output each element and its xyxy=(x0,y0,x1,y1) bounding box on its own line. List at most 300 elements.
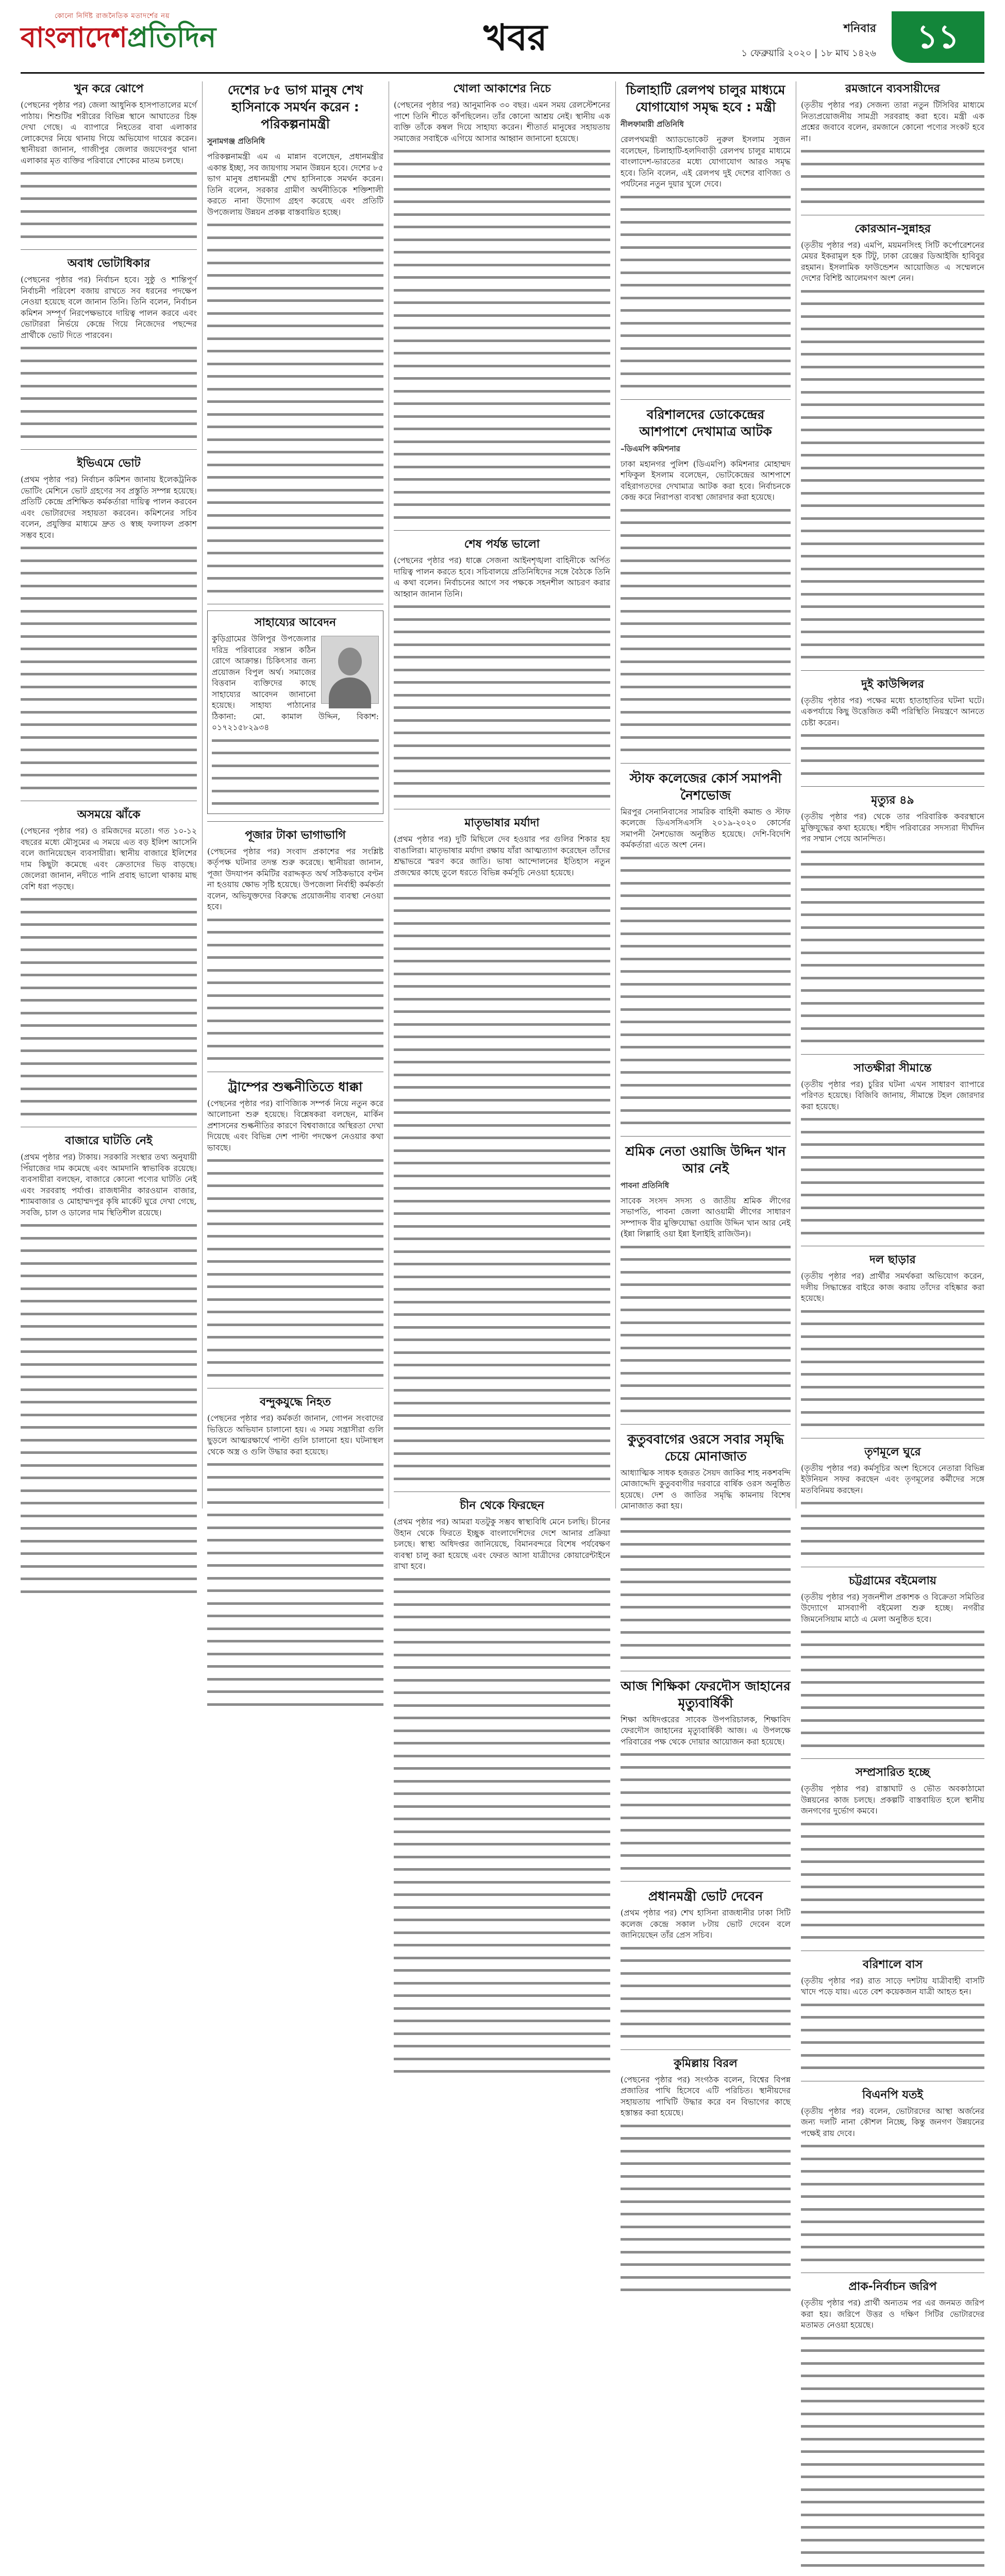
text-line xyxy=(801,2572,984,2576)
text-line xyxy=(207,460,383,471)
news-article xyxy=(621,1431,791,1664)
text-line xyxy=(621,966,791,977)
text-line xyxy=(801,1536,984,1547)
text-line xyxy=(394,1322,610,1333)
text-line xyxy=(21,393,197,404)
text-line xyxy=(621,1526,791,1537)
text-line xyxy=(212,773,379,784)
text-line xyxy=(801,2025,984,2036)
text-line xyxy=(621,890,791,902)
article-text: (তৃতীয় পৃষ্ঠার পর) এমপি, ময়মনসিংহ সিটি কর্পোরেশনের মেয়র ইকরামুল হক টিটু, ঢাকা রেঞ্জের ডিআইজি হাবিবুর রহমান। ইসলামিক ফাউন্ডেশন আয়োজিত এ সম্মেলনে দেশের বিশিষ্ট আলেমগণ অংশ নেন। xyxy=(801,240,984,283)
text-line xyxy=(394,1120,610,1131)
article-text: (তৃতীয় পৃষ্ঠার পর) থেকে তার পরিবারিক কবরস্থানে মুক্তিযুদ্ধের কথা হয়েছে। শহীদ পরিবারের সদস্যরা দীর্ঘদিন পর সম্মান পেয়ে আনন্দিত। xyxy=(801,812,984,843)
text-line xyxy=(394,462,610,473)
text-line xyxy=(394,1675,610,1686)
article-headline[interactable]: মাতৃভাষার মর্যাদা xyxy=(464,817,540,829)
text-line xyxy=(621,355,791,367)
text-line xyxy=(621,631,791,642)
article-headline[interactable]: দেশের ৮৫ ভাগ মানুষ শেখ হাসিনাকে সমর্থন করেন : পরিকল্পনামন্ত্রী xyxy=(227,82,363,131)
text-line xyxy=(394,196,610,208)
text-line xyxy=(394,715,610,726)
text-line xyxy=(212,760,379,772)
text-line xyxy=(394,1914,610,1926)
text-line xyxy=(621,2006,791,2017)
text-line xyxy=(801,601,984,613)
masthead-rule xyxy=(21,72,984,74)
text-line xyxy=(207,1193,383,1205)
text-line xyxy=(801,526,984,537)
text-line xyxy=(394,1057,610,1068)
text-line xyxy=(21,1460,197,1471)
text-line xyxy=(21,694,197,705)
text-line xyxy=(801,1215,984,1226)
text-line xyxy=(21,783,197,794)
article-text: (পেছনের পৃষ্ঠার পর) আনুমানিক ৩০ বছর। এমন সময় রেলস্টেশনের পাশে তিনি শীতে কাঁপছিলেন। তাঁর কোনো আশ্রয় নেই। স্থানীয় এক ব্যক্তি তাঁকে কম্বল দিয়ে সাহায্য করেন। শীতার্ত মানুষের সহায়তায় সমাজের সবাইকে এগিয়ে আসার আহ্বান জানানো হয়েছে। xyxy=(394,100,610,143)
article-headline[interactable]: সম্প্রসারিত হচ্ছে xyxy=(855,1766,930,1779)
article-separator xyxy=(621,1136,791,1137)
text-line xyxy=(394,1473,610,1485)
text-line xyxy=(21,1058,197,1070)
text-line xyxy=(801,1228,984,1239)
article-headline[interactable]: প্রধানমন্ত্রী ভোট দেবেন xyxy=(648,1889,763,1904)
text-line xyxy=(801,922,984,934)
text-line xyxy=(394,1864,610,1875)
text-line xyxy=(801,2409,984,2420)
text-line xyxy=(394,411,610,422)
text-line xyxy=(21,682,197,693)
article-text: (তৃতীয় পৃষ্ঠার পর) সেজন্য তারা নতুন টিসিবির মাধ্যমে নিত্যপ্রয়োজনীয় সামগ্রী সরবরাহ করা হবে। মন্ত্রী এক প্রশ্নের জবাবে বলেন, রমজানে কোনো পণ্যের সংকট হবে না। xyxy=(801,100,984,143)
article-headline[interactable]: অবাধ ভোটাধিকার xyxy=(67,257,150,270)
text-line xyxy=(207,1244,383,1255)
article-text: (প্রথম পৃষ্ঠার পর) শেখ হাসিনা রাজধানীর ঢাকা সিটি কলেজ কেন্দ্রে সকাল ৮টায় ভোট দেবেন বলে জানিয়েছেন তাঁর প্রেস সচিব। xyxy=(621,1908,791,1940)
text-line xyxy=(207,1332,383,1343)
text-line xyxy=(394,1158,610,1169)
text-line xyxy=(207,371,383,382)
text-line xyxy=(621,1117,791,1129)
text-line xyxy=(21,1033,197,1044)
text-line xyxy=(394,1700,610,1711)
text-line xyxy=(621,853,791,864)
text-line xyxy=(394,171,610,182)
text-line xyxy=(21,218,197,230)
news-article xyxy=(801,1445,984,1560)
text-line xyxy=(394,1272,610,1283)
text-line xyxy=(394,1637,610,1648)
text-line xyxy=(21,1220,197,1231)
article-headline[interactable]: স্টাফ কলেজের কোর্স সমাপনী নৈশভোজ xyxy=(629,770,782,803)
text-line xyxy=(394,1107,610,1118)
text-line xyxy=(21,732,197,743)
news-article xyxy=(801,1957,984,2074)
text-line xyxy=(21,1258,197,1269)
text-line xyxy=(621,732,791,743)
text-line xyxy=(394,1751,610,1762)
text-line xyxy=(801,1357,984,1368)
text-line xyxy=(801,171,984,182)
article-headline[interactable]: বরিশালে বাস xyxy=(862,1958,923,1971)
article-headline[interactable]: ট্রাম্পের শুল্কনীতিতে ধাক্কা xyxy=(228,1079,363,1094)
text-line xyxy=(21,1283,197,1295)
article-headline[interactable]: সাতক্ষীরা সীমান্তে xyxy=(853,1061,932,1075)
text-line xyxy=(394,146,610,157)
article-headline[interactable]: বাজারে ঘাটতি নেই xyxy=(65,1134,153,1147)
text-line xyxy=(621,318,791,329)
text-line xyxy=(801,730,984,741)
text-line xyxy=(801,960,984,971)
text-line xyxy=(801,872,984,883)
text-line xyxy=(621,916,791,927)
text-line xyxy=(207,535,383,547)
text-line xyxy=(207,1573,383,1584)
text-line xyxy=(621,1343,791,1354)
text-line xyxy=(21,707,197,718)
text-line xyxy=(207,1686,383,1698)
text-line xyxy=(621,1943,791,1954)
text-line xyxy=(621,991,791,1003)
text-line xyxy=(21,1523,197,1534)
text-line xyxy=(21,381,197,392)
text-line xyxy=(801,2037,984,2048)
text-line xyxy=(394,209,610,221)
text-line xyxy=(207,434,383,446)
article-text: পরিকল্পনামন্ত্রী এম এ মান্নান বলেছেন, প্রধানমন্ত্রীর একান্ত ইচ্ছা, সব জায়গায় সমান উন্নয়ন হবে। দেশের ৮৫ ভাগ মানুষ প্রধানমন্ত্রী শেখ হাসিনাকে সমর্থন করেন। তিনি বলেন, সরকার গ্রামীণ অর্থনীতিকে শক্তিশালী করতে নানা উদ্যোগ গ্রহণ করেছে এবং প্রতিটি উপজেলায় উন্নয়ন প্রকল্প বাস্তবায়িত হচ্ছে। xyxy=(207,152,383,217)
text-line xyxy=(801,2396,984,2407)
text-line xyxy=(21,168,197,179)
article-separator xyxy=(21,249,197,250)
text-line xyxy=(207,1015,383,1027)
text-line xyxy=(621,1825,791,1836)
text-line xyxy=(621,581,791,592)
text-line xyxy=(621,1812,791,1824)
text-line xyxy=(801,2446,984,2458)
article-text: (তৃতীয় পৃষ্ঠার পর) রাস্তাঘাট ও ভৌত অবকাঠামো উন্নয়নের কাজ চলছে। প্রকল্পটি বাস্তবায়িত হলে স্থানীয় জনগণের দুর্ভোগ কমবে। xyxy=(801,1784,984,1816)
photo-torso xyxy=(329,677,371,708)
text-line xyxy=(801,2333,984,2344)
text-line xyxy=(621,1355,791,1366)
text-line xyxy=(801,1164,984,1176)
news-article xyxy=(801,222,984,663)
text-line xyxy=(21,669,197,680)
text-line xyxy=(621,1955,791,1967)
article-headline[interactable]: খোলা আকাশের নিচে xyxy=(453,82,551,95)
article-byline: পাবনা প্রতিনিধি xyxy=(621,1180,669,1190)
text-line xyxy=(801,1844,984,1855)
text-line xyxy=(394,1662,610,1673)
text-line xyxy=(207,573,383,584)
text-line xyxy=(801,1715,984,1726)
news-article xyxy=(621,770,791,1129)
text-line xyxy=(801,846,984,858)
text-line xyxy=(394,348,610,359)
text-line xyxy=(801,551,984,562)
news-article xyxy=(394,81,610,523)
text-line xyxy=(394,930,610,942)
text-line xyxy=(207,1510,383,1521)
text-line xyxy=(207,1674,383,1685)
article-headline[interactable]: দল ছাড়ার xyxy=(869,1253,916,1266)
article-text: (প্রথম পৃষ্ঠার পর) নির্বাচন কমিশন জানায় ইলেকট্রনিক ভোটিং মেশিনে ভোট গ্রহণের সব প্রস্তুতি সম্পন্ন হয়েছে। প্রতিটি কেন্দ্রে প্রশিক্ষিত কর্মকর্তারা দায়িত্ব পালন করবেন এবং ভোটারদের সহায়তা করবেন। কমিশনের সচিব বলেন, প্রযুক্তির মাধ্যমে দ্রুত ও স্বচ্ছ ফলাফল প্রকাশ সম্ভব হবে। xyxy=(21,475,197,540)
text-line xyxy=(207,1522,383,1534)
text-line xyxy=(207,270,383,281)
text-line xyxy=(801,2050,984,2061)
text-line xyxy=(801,2434,984,2445)
text-line xyxy=(207,940,383,951)
text-line xyxy=(394,1347,610,1359)
text-line xyxy=(207,914,383,926)
text-line xyxy=(621,1242,791,1253)
text-line xyxy=(21,1096,197,1107)
text-line xyxy=(394,1953,610,1964)
article-headline[interactable]: আজ শিক্ষিকা ফেরদৌস জাহানের মৃত্যুবার্ষিকী xyxy=(621,1678,791,1710)
text-line xyxy=(394,677,610,688)
article-text: ঢাকা মহানগর পুলিশ (ডিএমপি) কমিশনার মোহাম্মদ শফিকুল ইসলাম বলেছেন, ভোটকেন্দ্রের আশপাশে বহিরাগতদের দেখামাত্র আটক করা হবে। নির্বাচনকে কেন্দ্র করে নিরাপত্তা ব্যবস্থা জোরদার করা হয়েছে। xyxy=(621,459,791,502)
article-headline[interactable]: রমজানে ব্যবসায়ীদের xyxy=(845,82,940,95)
text-line xyxy=(394,766,610,777)
text-line xyxy=(21,757,197,769)
article-headline[interactable]: প্রাক-নির্বাচন জরিপ xyxy=(848,2280,937,2293)
text-line xyxy=(207,1661,383,1672)
text-line xyxy=(801,513,984,524)
text-line xyxy=(801,298,984,310)
article-separator xyxy=(801,670,984,671)
text-line xyxy=(621,1551,791,1563)
text-line xyxy=(21,944,197,956)
article-separator xyxy=(394,530,610,531)
column-5 xyxy=(801,81,984,2330)
text-line xyxy=(801,652,984,663)
text-line xyxy=(394,373,610,384)
text-line xyxy=(207,1649,383,1660)
article-separator xyxy=(621,1424,791,1425)
text-line xyxy=(394,1435,610,1447)
text-line xyxy=(801,1419,984,1431)
article-headline[interactable]: চট্টগ্রামের বইমেলায় xyxy=(849,1574,936,1587)
text-line xyxy=(207,1319,383,1331)
text-line xyxy=(21,1359,197,1370)
text-line xyxy=(21,1485,197,1497)
news-article xyxy=(801,81,984,208)
text-line xyxy=(801,159,984,170)
text-line xyxy=(207,1370,383,1381)
article-separator xyxy=(801,786,984,787)
text-line xyxy=(394,1095,610,1106)
text-line xyxy=(394,1221,610,1232)
text-line xyxy=(621,1405,791,1417)
text-line xyxy=(207,927,383,938)
text-line xyxy=(394,436,610,448)
person-photo xyxy=(321,636,379,704)
text-line xyxy=(207,346,383,357)
text-line xyxy=(621,293,791,304)
text-line xyxy=(21,932,197,943)
news-article xyxy=(801,2088,984,2266)
column-2 xyxy=(207,81,383,1509)
appeal-headline[interactable]: সাহায্যের আবেদন xyxy=(255,616,336,629)
article-headline[interactable]: অসময়ে ঝাঁকে xyxy=(77,808,141,821)
article-headline[interactable]: কুতুববাগের ওরসে সবার সমৃদ্ধি চেয়ে মোনাজাত xyxy=(627,1431,784,1464)
article-headline[interactable]: কুমিল্লায় বিরল xyxy=(674,2057,738,2070)
article-headline[interactable]: বরিশালদের ডোকেন্দ্রের আশপাশে দেখামাত্র আটক xyxy=(639,406,772,439)
text-line xyxy=(21,1511,197,1522)
text-line xyxy=(207,561,383,572)
article-headline[interactable]: বিএনপি যতই xyxy=(862,2088,923,2102)
text-line xyxy=(801,286,984,297)
text-line xyxy=(207,1623,383,1635)
text-line xyxy=(621,1640,791,1651)
news-article xyxy=(394,537,610,802)
text-line xyxy=(394,1889,610,1901)
text-line xyxy=(394,2041,610,2052)
appeal-box xyxy=(207,611,383,814)
text-line xyxy=(21,970,197,981)
text-line xyxy=(801,884,984,895)
text-line xyxy=(394,184,610,195)
text-line xyxy=(207,1218,383,1230)
text-line xyxy=(801,589,984,600)
text-line xyxy=(207,333,383,345)
article-headline[interactable]: শেষ পর্যন্ত ভালো xyxy=(464,538,540,551)
text-line xyxy=(394,1776,610,1787)
text-line xyxy=(212,798,379,809)
text-line xyxy=(801,2255,984,2266)
text-line xyxy=(801,1856,984,1868)
text-line xyxy=(394,1763,610,1774)
text-line xyxy=(207,396,383,408)
article-headline[interactable]: বন্দুকযুদ্ধে নিহত xyxy=(259,1396,331,1409)
text-line xyxy=(621,1067,791,1078)
text-line xyxy=(801,2522,984,2533)
text-line xyxy=(801,324,984,335)
text-line xyxy=(207,1484,383,1496)
article-text: (তৃতীয় পৃষ্ঠার পর) বলেন, ভোটারদের আস্থা অর্জনের জন্য দলটি নানা কৌশল নিচ্ছে, কিন্তু জনগণ উন্নয়নের পক্ষেই রায় দেবে। xyxy=(801,2106,984,2138)
text-line xyxy=(394,222,610,233)
article-headline[interactable]: মৃত্যুর ৪৯ xyxy=(871,794,914,807)
text-line xyxy=(621,1627,791,1638)
text-line xyxy=(621,1317,791,1329)
text-line xyxy=(21,1397,197,1408)
text-line xyxy=(394,1624,610,1636)
article-headline[interactable]: তৃণমূলে ঘুরে xyxy=(864,1445,921,1459)
text-line xyxy=(621,192,791,203)
article-text: (তৃতীয় পৃষ্ঠার পর) প্রার্থীর সমর্থকরা অভিযোগ করেন, দলীয় সিদ্ধান্তের বাইরে কাজ করায় তাঁদের বহিষ্কার করা হয়েছে। xyxy=(801,1272,984,1303)
text-line xyxy=(621,2133,791,2144)
text-line xyxy=(394,1259,610,1270)
text-line xyxy=(621,505,791,516)
news-article xyxy=(21,1133,197,1597)
text-line xyxy=(394,1814,610,1825)
text-line xyxy=(621,1042,791,1053)
text-line xyxy=(801,1920,984,1931)
column-divider xyxy=(615,81,616,1509)
issue-day: শনিবার xyxy=(843,22,876,35)
text-line xyxy=(394,1233,610,1245)
text-line xyxy=(394,1398,610,1409)
text-line xyxy=(621,568,791,579)
article-headline[interactable]: পূজার টাকা ভাগাভাগি xyxy=(245,828,346,842)
text-line xyxy=(394,1788,610,1800)
text-line xyxy=(801,1907,984,1918)
text-line xyxy=(21,643,197,655)
news-article xyxy=(621,1888,791,2042)
article-text: আধ্যাত্মিক সাধক হজরত সৈয়দ জাকির শাহ নকশবন্দি মোজাদ্দেদি কুতুববাগীর দরবারে বার্ষিক ওরস অনুষ্ঠিত হয়েছে। দেশ ও জাতির সমৃদ্ধি কামনায় বিশেষ মোনাজাত করা হয়। xyxy=(621,1468,791,1511)
text-line xyxy=(207,409,383,420)
text-line xyxy=(621,2171,791,2182)
article-headline[interactable]: শ্রমিক নেতা ওয়াজি উদ্দিন খান আর নেই xyxy=(625,1143,786,1176)
text-line xyxy=(801,1690,984,1701)
text-line xyxy=(621,1838,791,1849)
text-line xyxy=(801,1498,984,1509)
text-line xyxy=(207,1028,383,1039)
article-headline[interactable]: খুন করে ঝোপে xyxy=(74,82,144,95)
text-line xyxy=(394,1927,610,1939)
text-line xyxy=(801,1306,984,1317)
text-line xyxy=(394,1826,610,1838)
text-line xyxy=(801,2179,984,2190)
text-line xyxy=(621,694,791,705)
logo-part-2: প্রতিদিন xyxy=(127,21,216,54)
text-line xyxy=(621,954,791,965)
text-line xyxy=(394,1978,610,1989)
text-line xyxy=(394,1713,610,1724)
text-line xyxy=(801,1639,984,1651)
text-line xyxy=(621,2284,791,2296)
text-line xyxy=(621,928,791,940)
text-line xyxy=(801,488,984,499)
text-line xyxy=(207,232,383,244)
article-separator xyxy=(21,449,197,450)
text-line xyxy=(394,2015,610,2027)
news-article xyxy=(394,1498,610,2077)
text-line xyxy=(394,1006,610,1018)
text-line xyxy=(801,1127,984,1138)
text-line xyxy=(21,957,197,969)
text-line xyxy=(621,903,791,914)
text-line xyxy=(394,1284,610,1295)
newspaper-logo[interactable] xyxy=(21,11,247,68)
article-text: (তৃতীয় পৃষ্ঠার পর) সৃজনশীল প্রকাশক ও বিক্রেতা সমিতির উদ্যোগে মাসব্যাপী বইমেলা শুরু হচ্ছে। নগরীর জিমনেসিয়াম মাঠে এ মেলা অনুষ্ঠিত হবে। xyxy=(801,1592,984,1624)
text-line xyxy=(394,361,610,372)
text-line xyxy=(394,626,610,638)
news-article xyxy=(207,611,383,814)
text-line xyxy=(394,969,610,980)
text-line xyxy=(394,1044,610,1056)
text-line xyxy=(621,941,791,952)
text-line xyxy=(207,384,383,395)
article-headline[interactable]: কোরআন-সুন্নাহর xyxy=(855,222,931,235)
text-line xyxy=(621,555,791,567)
text-line xyxy=(801,2141,984,2152)
text-line xyxy=(801,450,984,461)
text-line xyxy=(207,1585,383,1597)
text-line xyxy=(621,2222,791,2233)
article-headline[interactable]: দুই কাউন্সিলর xyxy=(861,677,924,691)
text-line xyxy=(21,555,197,567)
text-line xyxy=(394,1940,610,1951)
article-text: (তৃতীয় পৃষ্ঠার পর) পক্ষের মধ্যে হাতাহাতির ঘটনা ঘটে। একপর্যায়ে কিছু উত্তেজিত কর্মী পরিস্থিতি নিয়ন্ত্রণে আনতে চেষ্টা করেন। xyxy=(801,696,984,727)
text-line xyxy=(394,1246,610,1258)
text-line xyxy=(621,1105,791,1116)
text-line xyxy=(21,1586,197,1598)
text-line xyxy=(21,343,197,354)
text-line xyxy=(207,1281,383,1293)
text-line xyxy=(207,1611,383,1622)
article-text: (পেছনের পৃষ্ঠার পর) সংগঠক বলেন, বিশ্বের বিপন্ন প্রজাতির পাখি হিসেবে এটি পরিচিত। স্থানীয়দের সহায়তায় পাখিটি উদ্ধার করে বন বিভাগের কাছে হস্তান্তর করা হয়েছে। xyxy=(621,2075,791,2117)
article-headline[interactable]: চীন থেকে ফিরছেন xyxy=(460,1499,544,1512)
text-line xyxy=(621,1016,791,1028)
article-headline[interactable]: চিলাহাটি রেলপথ চালুর মাধ্যমে যোগাযোগ সমৃদ্ধ হবে : মন্ত্রী xyxy=(626,82,785,114)
text-line xyxy=(21,1245,197,1257)
article-headline[interactable]: ইভিএমে ভোট xyxy=(77,457,141,470)
